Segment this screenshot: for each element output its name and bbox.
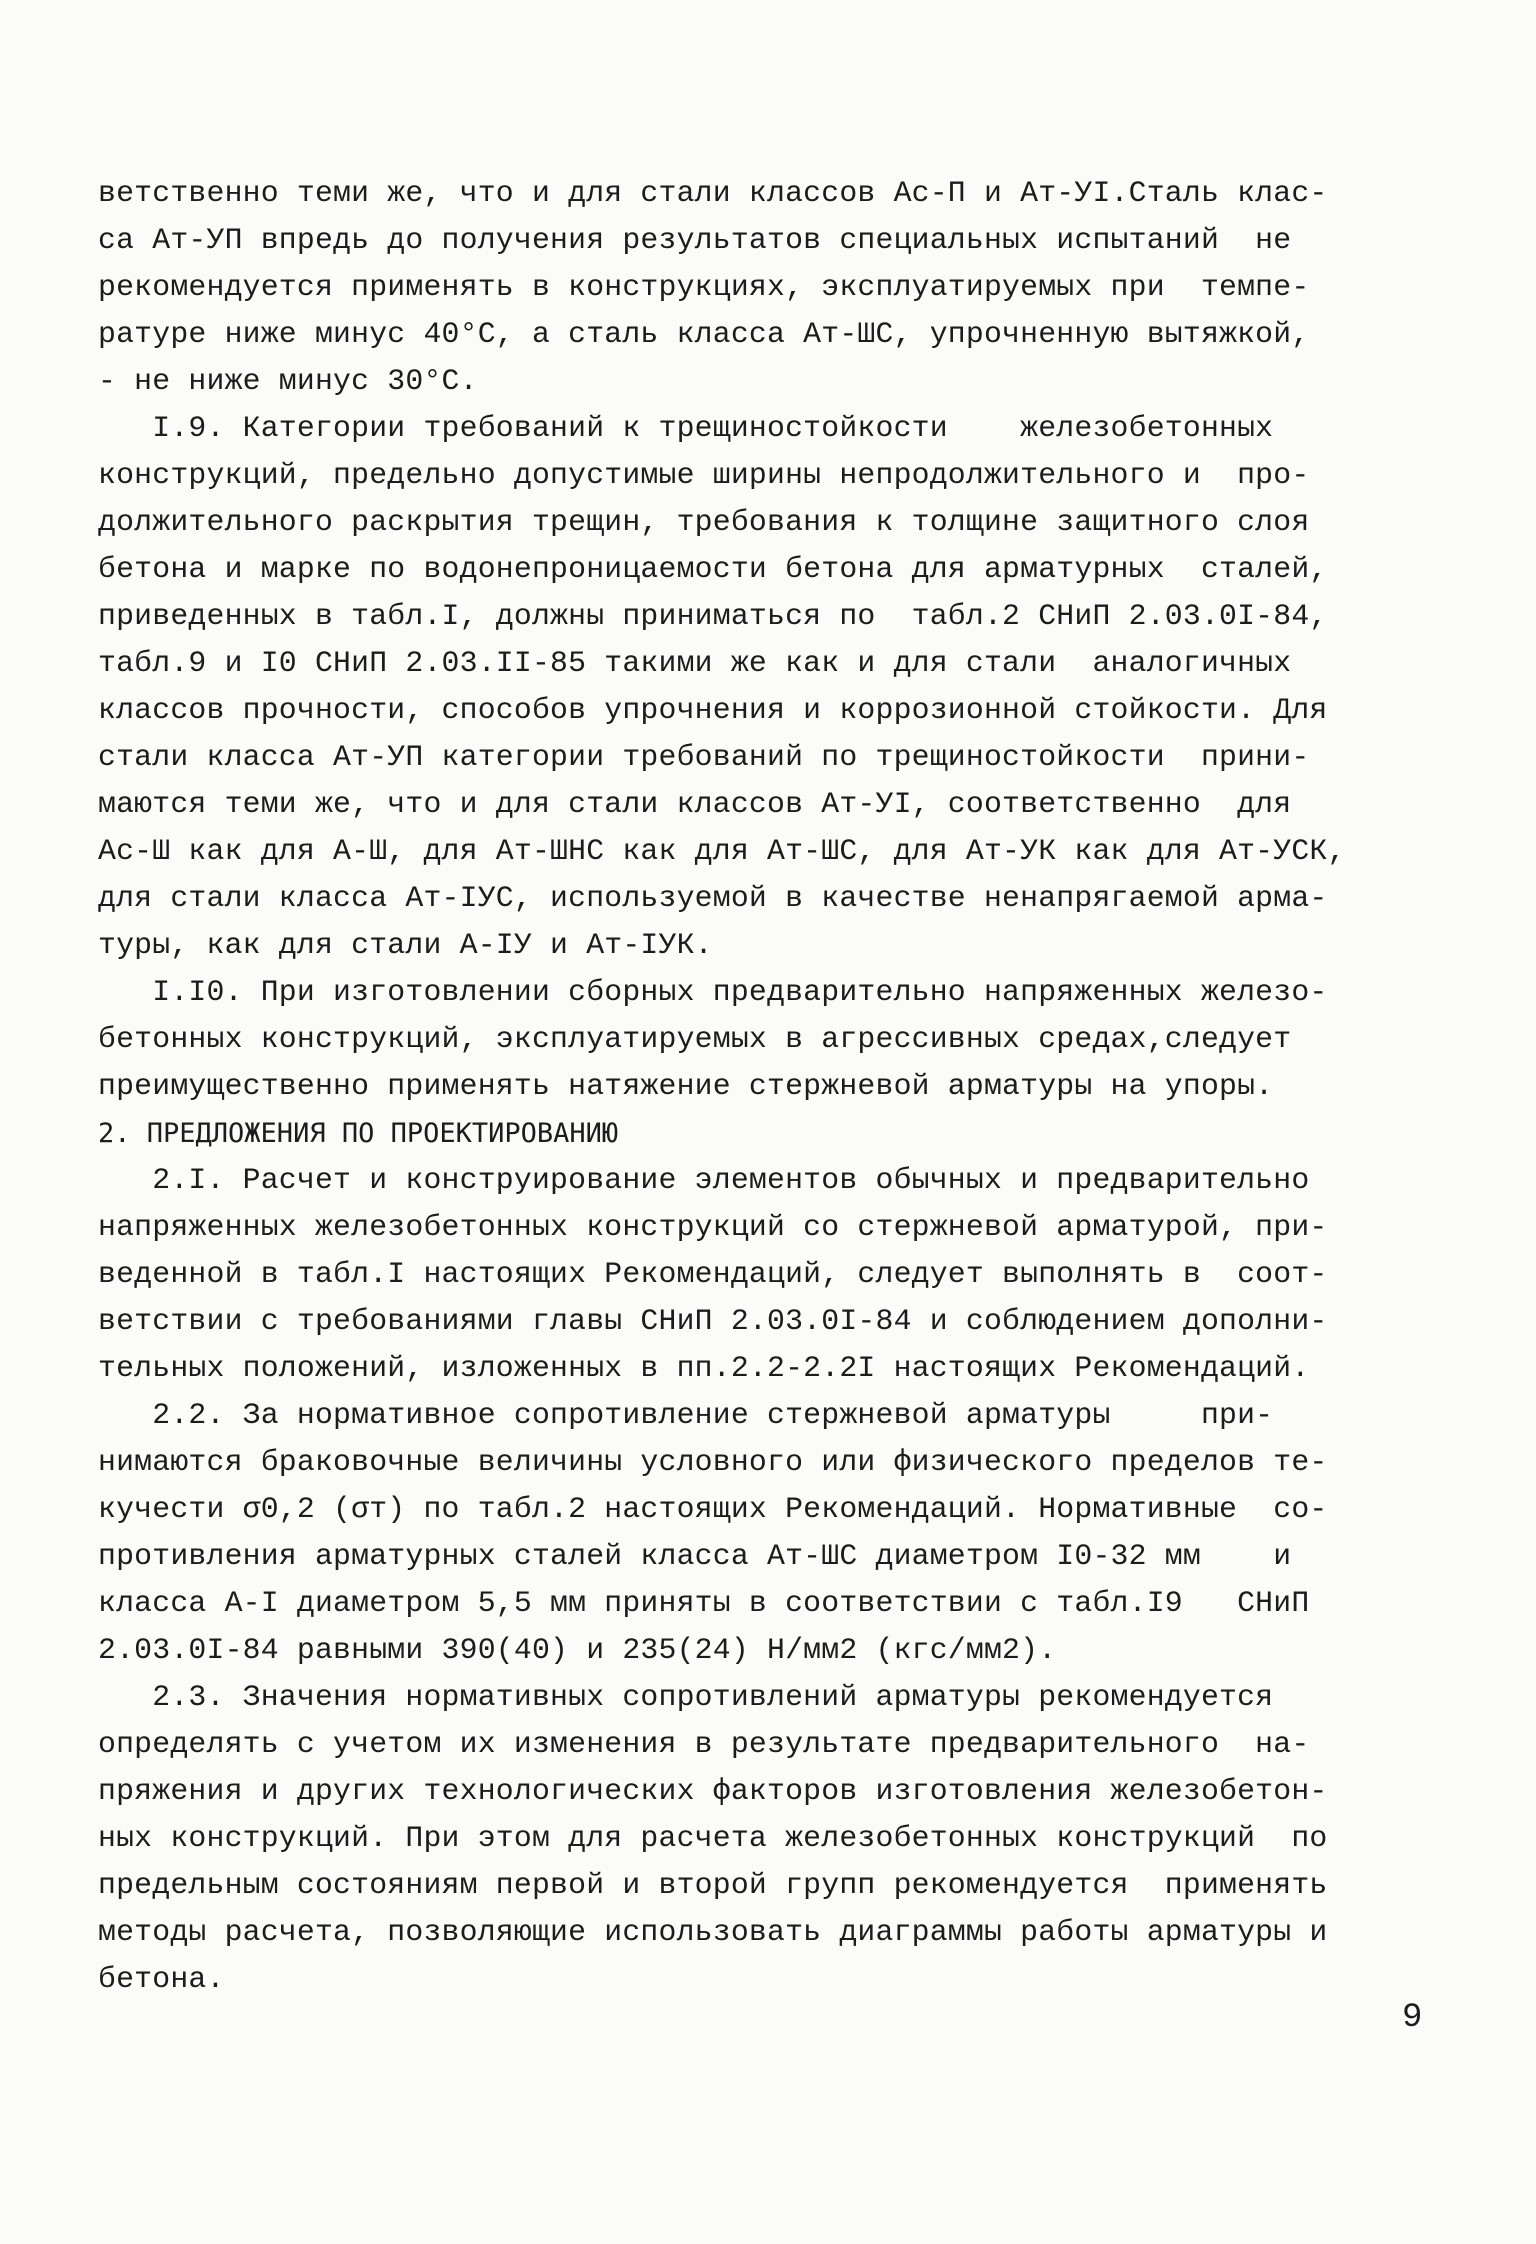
text-line: туры, как для стали А-IУ и Ат-IУК. <box>98 928 713 962</box>
paragraph-2-1-start: 2.I. Расчет и конструирование элементов обычных и предварительно <box>98 1163 1310 1197</box>
text-line: пряжения и других технологических факторов изготовления железобетон- <box>98 1774 1328 1808</box>
text-line: рекомендуется применять в конструкциях, эксплуатируемых при темпе- <box>98 270 1310 304</box>
text-line: бетона. <box>98 1962 225 1996</box>
text-line: тельных положений, изложенных в пп.2.2-2.2I настоящих Рекомендаций. <box>98 1351 1310 1385</box>
text-line: ратуре ниже минус 40°С, а сталь класса Ат-ШС, упрочненную вытяжкой, <box>98 317 1310 351</box>
paragraph-2-3-start: 2.3. Значения нормативных сопротивлений арматуры рекомендуется <box>98 1680 1274 1714</box>
text-line: бетона и марке по водонепроницаемости бетона для арматурных сталей, <box>98 552 1328 586</box>
text-line: маются теми же, что и для стали классов Ат-УI, соответственно для <box>98 787 1292 821</box>
text-line: противления арматурных сталей класса Ат-ШС диаметром I0-32 мм и <box>98 1539 1292 1573</box>
paragraph-2-2-start: 2.2. За нормативное сопротивление стержневой арматуры при- <box>98 1398 1274 1432</box>
text-line: ветствии с требованиями главы СНиП 2.03.0I-84 и соблюдением дополни- <box>98 1304 1328 1338</box>
text-line: са Ат-УП впредь до получения результатов специальных испытаний не <box>98 223 1292 257</box>
text-line: предельным состояниям первой и второй групп рекомендуется применять <box>98 1868 1328 1902</box>
text-line: бетонных конструкций, эксплуатируемых в агрессивных средах,следует <box>98 1022 1292 1056</box>
text-line: класса А-I диаметром 5,5 мм приняты в соответствии с табл.I9 СНиП <box>98 1586 1310 1620</box>
text-line: для стали класса Ат-IУС, используемой в качестве ненапрягаемой арма- <box>98 881 1328 915</box>
text-line: - не ниже минус 30°С. <box>98 364 478 398</box>
text-line: должительного раскрытия трещин, требования к толщине защитного слоя <box>98 505 1310 539</box>
text-line: ветственно теми же, что и для стали классов Ас-П и Ат-УI.Сталь клас- <box>98 176 1328 210</box>
paragraph-1-10-start: I.I0. При изготовлении сборных предварительно напряженных железо- <box>98 975 1328 1009</box>
text-line: стали класса Ат-УП категории требований по трещиностойкости прини- <box>98 740 1310 774</box>
text-line: Ас-Ш как для А-Ш, для Ат-ШНС как для Ат-ШС, для Ат-УК как для Ат-УСК, <box>98 834 1346 868</box>
text-line: табл.9 и I0 СНиП 2.03.II-85 такими же как и для стали аналогичных <box>98 646 1292 680</box>
text-block <box>98 170 1458 2003</box>
text-line: определять с учетом их изменения в результате предварительного на- <box>98 1727 1310 1761</box>
text-line: 2.03.0I-84 равными 390(40) и 235(24) Н/мм2 (кгс/мм2). <box>98 1633 1057 1667</box>
text-line: преимущественно применять натяжение стержневой арматуры на упоры. <box>98 1069 1274 1103</box>
text-line: классов прочности, способов упрочнения и коррозионной стойкости. Для <box>98 693 1328 727</box>
page-number: 9 <box>1402 1999 1423 2037</box>
text-line: методы расчета, позволяющие использовать диаграммы работы арматуры и <box>98 1915 1328 1949</box>
section-heading: 2. ПРЕДЛОЖЕНИЯ ПО ПРОЕКТИРОВАНИЮ <box>98 1118 619 1149</box>
text-line: нимаются браковочные величины условного или физического пределов те- <box>98 1445 1328 1479</box>
text-line: напряженных железобетонных конструкций со стержневой арматурой, при- <box>98 1210 1328 1244</box>
text-line: веденной в табл.I настоящих Рекомендаций, следует выполнять в соот- <box>98 1257 1328 1291</box>
text-line: приведенных в табл.I, должны приниматься по табл.2 СНиП 2.03.0I-84, <box>98 599 1328 633</box>
paragraph-1-9-start: I.9. Категории требований к трещиностойкости железобетонных <box>98 411 1274 445</box>
text-line: конструкций, предельно допустимые ширины непродолжительного и про- <box>98 458 1310 492</box>
text-line: кучести σ0,2 (σт) по табл.2 настоящих Рекомендаций. Нормативные со- <box>98 1492 1328 1526</box>
text-line: ных конструкций. При этом для расчета железобетонных конструкций по <box>98 1821 1328 1855</box>
